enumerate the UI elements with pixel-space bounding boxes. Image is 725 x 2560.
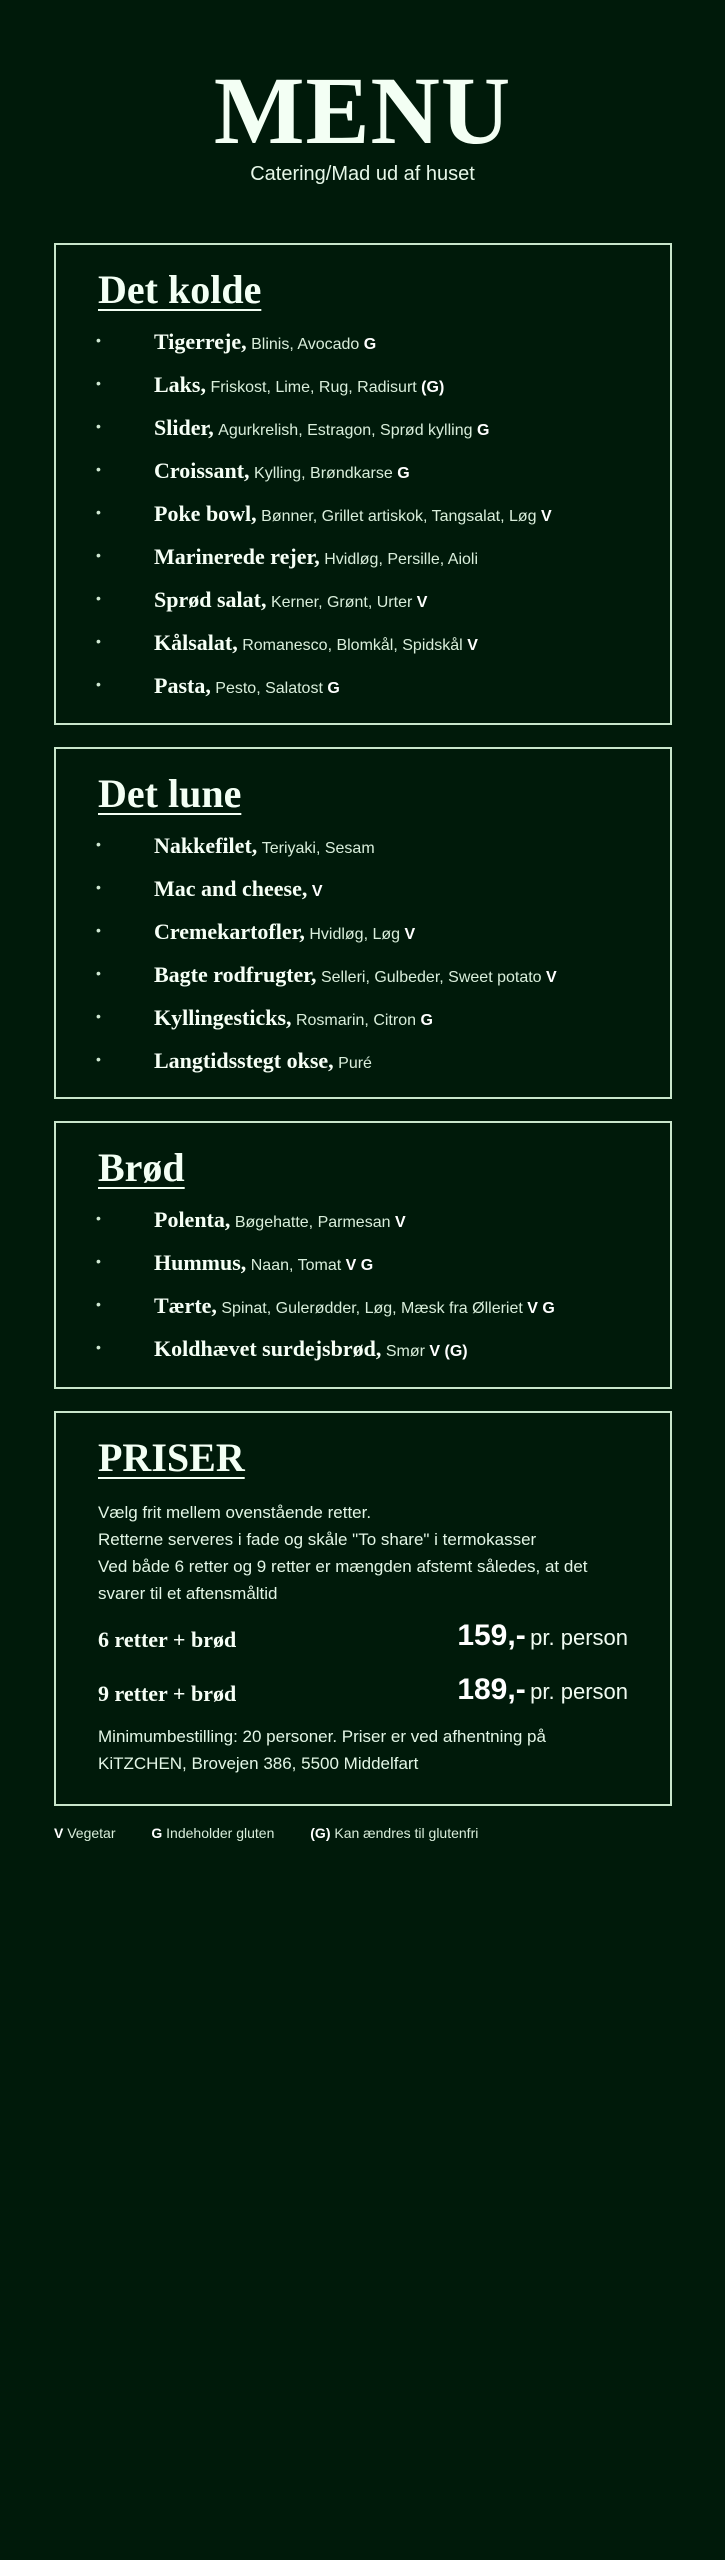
bullet-icon: •: [96, 1008, 101, 1024]
section-det-kolde: [54, 243, 672, 725]
menu-header: [0, 57, 725, 186]
menu-item-description: Puré: [338, 1055, 372, 1072]
menu-item-name: Kålsalat,: [154, 630, 238, 655]
menu-item-name: Tigerreje,: [154, 329, 247, 354]
menu-item-name: Laks,: [154, 372, 206, 397]
bullet-icon: •: [96, 590, 101, 606]
menu-item-name: Polenta,: [154, 1207, 231, 1232]
legend-entry: [310, 1825, 478, 1841]
legend-text: Kan ændres til glutenfri: [334, 1825, 479, 1841]
bullet-icon: •: [96, 547, 101, 563]
menu-item-name: Croissant,: [154, 458, 250, 483]
menu-item-description: Teriyaki, Sesam: [261, 840, 375, 857]
bullet-icon: •: [96, 633, 101, 649]
menu-item-tag: V: [311, 883, 323, 900]
menu-item-tag: V (G): [429, 1343, 468, 1360]
menu-item-tag: V G: [527, 1300, 555, 1317]
menu-item-name: Koldhævet surdejsbrød,: [154, 1336, 382, 1361]
menu-item-tag: V: [416, 594, 428, 611]
menu-item-name: Kyllingesticks,: [154, 1005, 292, 1030]
price-option-label: 9 retter + brød: [98, 1681, 237, 1706]
menu-item-tag: V G: [345, 1257, 374, 1274]
price-row-6-retter: [98, 1619, 628, 1659]
price-row-9-retter: [98, 1673, 628, 1713]
bullet-icon: •: [96, 332, 101, 348]
menu-item-description: Agurkrelish, Estragon, Sprød kylling: [218, 422, 473, 439]
menu-item-name: Langtidsstegt okse,: [154, 1048, 334, 1073]
bullet-icon: •: [96, 1253, 101, 1269]
page-subtitle: Catering/Mad ud af huset: [250, 163, 475, 185]
menu-item-tag: G: [420, 1012, 433, 1029]
menu-item-name: Slider,: [154, 415, 214, 440]
menu-item-description: Hvidløg, Løg: [309, 926, 401, 943]
menu-item-tag: G: [476, 422, 490, 439]
price-value: [457, 1619, 628, 1653]
menu-item-tag: V: [467, 637, 478, 654]
menu-item-name: Sprød salat,: [154, 587, 267, 612]
section-title: Det lune: [98, 771, 242, 816]
menu-item-description: Selleri, Gulbeder, Sweet potato: [320, 969, 542, 986]
legend-text: Vegetar: [67, 1825, 116, 1841]
menu-item-tag: G: [363, 336, 377, 353]
section-title: Brød: [98, 1145, 185, 1190]
section-title: Det kolde: [98, 267, 262, 312]
menu-item-name: Marinerede rejer,: [154, 544, 320, 569]
price-description-line: Vælg frit mellem ovenstående retter.: [98, 1503, 372, 1522]
menu-item-description: Naan, Tomat: [250, 1257, 342, 1274]
menu-item-tag: G: [327, 680, 340, 697]
menu-item-name: Poke bowl,: [154, 501, 257, 526]
menu-item-tag: V: [404, 926, 416, 943]
section-brod: [54, 1121, 672, 1389]
bullet-icon: •: [96, 1210, 101, 1226]
menu-item-description: Smør: [385, 1343, 425, 1360]
legend-entry: [151, 1825, 274, 1841]
bullet-icon: •: [96, 461, 101, 477]
price-amount: 189,-: [457, 1673, 526, 1706]
menu-item-name: Pasta,: [154, 673, 211, 698]
legend-key: (G): [310, 1825, 331, 1841]
bullet-icon: •: [96, 1339, 101, 1355]
menu-item-description: Bøgehatte, Parmesan: [234, 1214, 391, 1231]
menu-item-name: Nakkefilet,: [154, 833, 258, 858]
menu-item-tag: (G): [421, 379, 445, 396]
legend-entry: [54, 1825, 116, 1841]
minimum-order-note: Minimumbestilling: 20 personer. Priser er ved afhentning på KiTZCHEN, Brovejen 386, 5500 Middelfart: [98, 1727, 546, 1773]
menu-item-tag: V: [540, 508, 552, 525]
menu-item-name: Tærte,: [154, 1293, 217, 1318]
price-description: [98, 1499, 638, 1607]
price-description-line: Ved både 6 retter og 9 retter er mængden afstemt således, at det svarer til et aftensmåltid: [98, 1557, 588, 1603]
menu-item-description: Kylling, Brøndkarse: [254, 465, 393, 482]
menu-item-tag: V: [546, 969, 557, 986]
legend-key: G: [151, 1825, 163, 1841]
section-det-lune: [54, 747, 672, 1099]
price-description-line: Retterne serveres i fade og skåle "To share" i termokasser: [98, 1530, 537, 1549]
bullet-icon: •: [96, 418, 101, 434]
menu-item-name: Cremekartofler,: [154, 919, 305, 944]
menu-item-description: Rosmarin, Citron: [295, 1012, 416, 1029]
price-option-label: 6 retter + brød: [98, 1627, 237, 1652]
section-priser: [54, 1411, 672, 1806]
legend-key: V: [54, 1825, 64, 1841]
price-unit: pr. person: [530, 1625, 628, 1650]
bullet-icon: •: [96, 1051, 101, 1067]
bullet-icon: •: [96, 676, 101, 692]
price-amount: 159,-: [457, 1619, 526, 1652]
bullet-icon: •: [96, 965, 101, 981]
menu-item-description: Friskost, Lime, Rug, Radisurt: [210, 379, 417, 396]
menu-item-tag: V: [394, 1214, 406, 1231]
menu-item-description: Hvidløg, Persille, Aioli: [324, 551, 479, 568]
menu-item-name: Hummus,: [154, 1250, 247, 1275]
price-value: [457, 1673, 628, 1707]
menu-item-description: Bønner, Grillet artiskok, Tangsalat, Løg: [261, 508, 537, 525]
bullet-icon: •: [96, 375, 101, 391]
menu-item-name: Mac and cheese,: [154, 876, 308, 901]
menu-item-name: Bagte rodfrugter,: [154, 962, 317, 987]
bullet-icon: •: [96, 1296, 101, 1312]
bullet-icon: •: [96, 922, 101, 938]
menu-item-description: Spinat, Gulerødder, Løg, Mæsk fra Ølleriet: [221, 1300, 523, 1317]
menu-item-description: Blinis, Avocado: [251, 336, 360, 353]
page-title: MENU: [213, 57, 512, 164]
bullet-icon: •: [96, 879, 101, 895]
menu-item-description: Kerner, Grønt, Urter: [270, 594, 413, 611]
legend-text: Indeholder gluten: [166, 1825, 275, 1841]
bullet-icon: •: [96, 504, 101, 520]
section-title: PRISER: [98, 1435, 245, 1480]
menu-item-description: Romanesco, Blomkål, Spidskål: [242, 637, 463, 654]
menu-item-tag: G: [397, 465, 410, 482]
price-unit: pr. person: [530, 1679, 628, 1704]
bullet-icon: •: [96, 836, 101, 852]
menu-item-description: Pesto, Salatost: [215, 680, 323, 697]
allergen-legend: [54, 1825, 510, 1841]
